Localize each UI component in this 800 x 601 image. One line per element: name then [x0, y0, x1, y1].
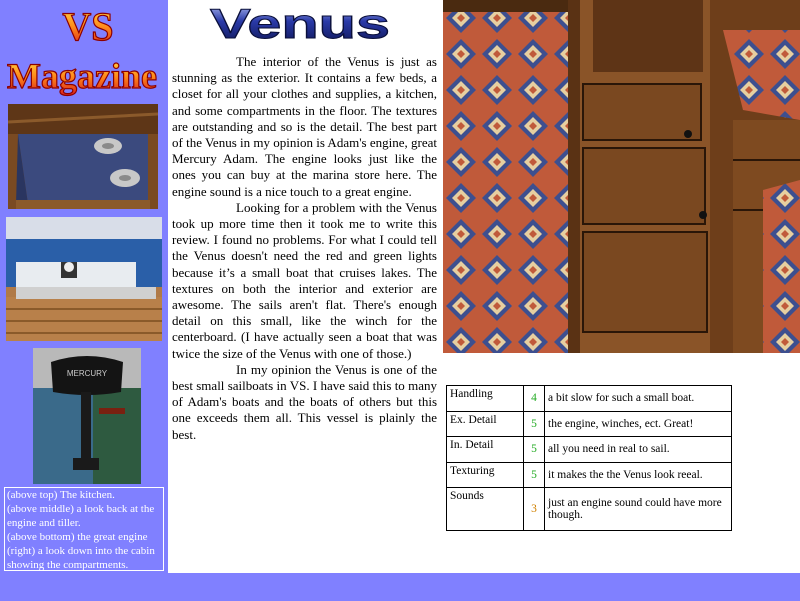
rating-comment: the engine, winches, ect. Great!	[545, 411, 732, 437]
rating-score: 3	[524, 488, 545, 531]
caption-middle: (above middle) a look back at the engine and tiller.	[7, 503, 155, 529]
ratings-row-handling	[447, 386, 732, 412]
rating-score: 5	[524, 437, 545, 463]
ratings-row-sounds	[447, 488, 732, 531]
rating-comment: just an engine sound could have more though.	[545, 488, 732, 531]
caption-right: (right) a look down into the cabin showing the compartments.	[7, 545, 155, 571]
page-title	[170, 0, 440, 46]
cabin-image	[443, 0, 800, 353]
bottom-band	[0, 573, 800, 601]
rating-score: 5	[524, 462, 545, 488]
rating-comment: a bit slow for such a small boat.	[545, 386, 732, 412]
rating-category: Ex. Detail	[447, 411, 524, 437]
engine-tiller-image	[6, 217, 162, 341]
rating-score: 5	[524, 411, 545, 437]
rating-category: In. Detail	[447, 437, 524, 463]
rating-category: Handling	[447, 386, 524, 412]
article-paragraph: Looking for a problem with the Venus took up more time then it took me to write this review. I found no problems. For what I could tell the Venus doesn't need the red and green lights because it’s a small boat that cruises lakes. The textures on both the interior and exterior are awesome. The sails aren't flat. There's enough detail on this small, like the winch for the centerboard. (I have actually seen a boat that was twice the size of the Venus with one of those.)	[172, 199, 437, 361]
ratings-row-ex-detail	[447, 411, 732, 437]
article-paragraph: The interior of the Venus is just as stunning as the exterior. It contains a few beds, a closet for all your clothes and supplies, a kitchen, and some compartments in the floor. The textures are outstanding and so is the detail. The best part of the Venus in my opinion is Adam's engine, great Mercury Adam. The engine looks just like the ones you can buy at the marina store here. The engine sound is a nice touch to a great engine.	[172, 54, 437, 199]
kitchen-image	[8, 104, 158, 209]
article-body	[172, 54, 437, 443]
rating-comment: it makes the the Venus look reeal.	[545, 462, 732, 488]
article-paragraph: In my opinion the Venus is one of the best small sailboats in VS. I have said this to many of Adam's boats and the boats of others but this one exceeds them all. This vessel is plainly the best.	[172, 361, 437, 442]
mercury-label: MERCURY	[66, 369, 108, 378]
logo-line-magazine: Magazine	[7, 56, 158, 96]
vs-magazine-logo	[2, 2, 164, 98]
rating-comment: all you need in real to sail.	[545, 437, 732, 463]
rating-score: 4	[524, 386, 545, 412]
caption-top: (above top) The kitchen.	[7, 489, 115, 501]
logo-line-vs: VS	[62, 4, 114, 49]
caption-box	[4, 487, 164, 571]
page-title-text: Venus	[210, 0, 390, 46]
rating-category: Texturing	[447, 462, 524, 488]
mercury-engine-image	[33, 348, 141, 484]
ratings-table	[446, 385, 732, 531]
ratings-row-in-detail	[447, 437, 732, 463]
ratings-row-texturing	[447, 462, 732, 488]
caption-bottom: (above bottom) the great engine	[7, 531, 148, 543]
rating-category: Sounds	[447, 488, 524, 531]
